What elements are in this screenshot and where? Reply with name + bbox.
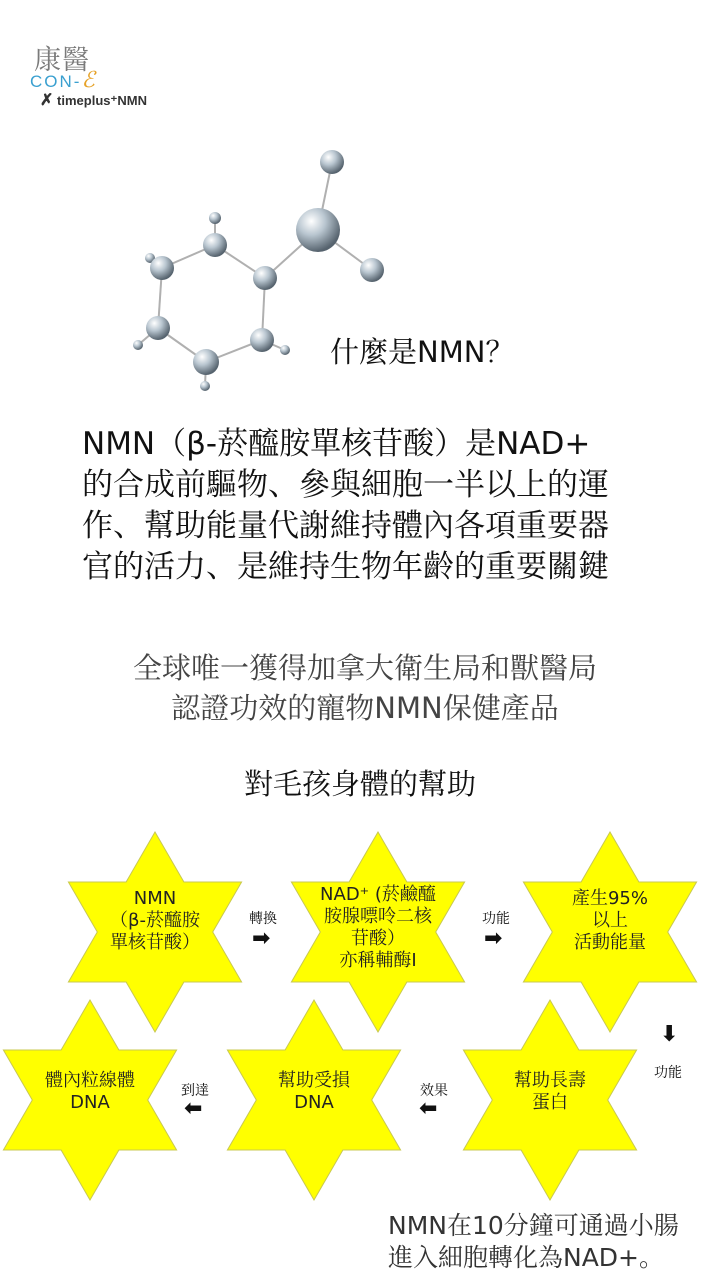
footer-line: NMN在10分鐘可通過小腸 (388, 1211, 679, 1240)
arrow-label-effect: 效果 (420, 1083, 448, 1099)
arrow-right-icon: ➡ (252, 926, 271, 951)
arrow-label-reach: 到達 (181, 1083, 209, 1099)
logo-timeplus: ✗ timeplus⁺NMN (40, 92, 147, 109)
star-text-energy: 產生95% 以上 活動能量 (571, 888, 648, 953)
help-title: 對毛孩身體的幫助 (243, 767, 476, 801)
star-diagram (0, 820, 720, 1210)
star-text-mito-dna: 體內粒線體 DNA (45, 1070, 135, 1113)
star-text-nmn: NMN （β-菸醯胺 單核苷酸） (110, 888, 200, 953)
certification-text (60, 648, 670, 728)
arrow-label-function-down: 功能 (654, 1065, 682, 1081)
star-text-nad: NAD⁺ (菸鹼醯 胺腺嘌呤二核 苷酸） 亦稱輔酶Ⅰ (320, 884, 436, 971)
intro-line: 作、幫助能量代謝維持體內各項重要器 (82, 508, 609, 544)
question-heading: 什麼是NMN？ (330, 335, 515, 369)
intro-line: 官的活力、是維持生物年齡的重要關鍵 (82, 549, 609, 585)
arrow-left-icon: ⬅ (184, 1096, 203, 1121)
arrow-down-icon: ⬇ (660, 1022, 679, 1047)
arrow-label-function: 功能 (482, 911, 510, 927)
arrow-label-convert: 轉換 (249, 911, 277, 927)
certification-line: 全球唯一獲得加拿大衛生局和獸醫局 (132, 651, 597, 685)
star-text-damaged-dna: 幫助受損 DNA (278, 1070, 350, 1113)
intro-paragraph (82, 424, 682, 588)
intro-line: 的合成前驅物、參與細胞一半以上的運 (82, 467, 609, 503)
arrow-left-icon: ⬅ (419, 1096, 438, 1121)
intro-line: NMN（β-菸醯胺單核苷酸）是NAD+ (82, 426, 591, 462)
star-text-longevity-protein: 幫助長壽 蛋白 (514, 1070, 586, 1113)
logo-chinese: 康醫 (34, 45, 90, 76)
logo-cone: CON-ℰ (30, 68, 97, 93)
arrow-right-icon: ➡ (484, 926, 503, 951)
x-mark-icon: ✗ (40, 92, 54, 109)
footer-text (388, 1210, 718, 1274)
footer-line: 進入細胞轉化為NAD+。 (388, 1243, 665, 1272)
certification-line: 認證功效的寵物NMN保健產品 (171, 691, 559, 725)
